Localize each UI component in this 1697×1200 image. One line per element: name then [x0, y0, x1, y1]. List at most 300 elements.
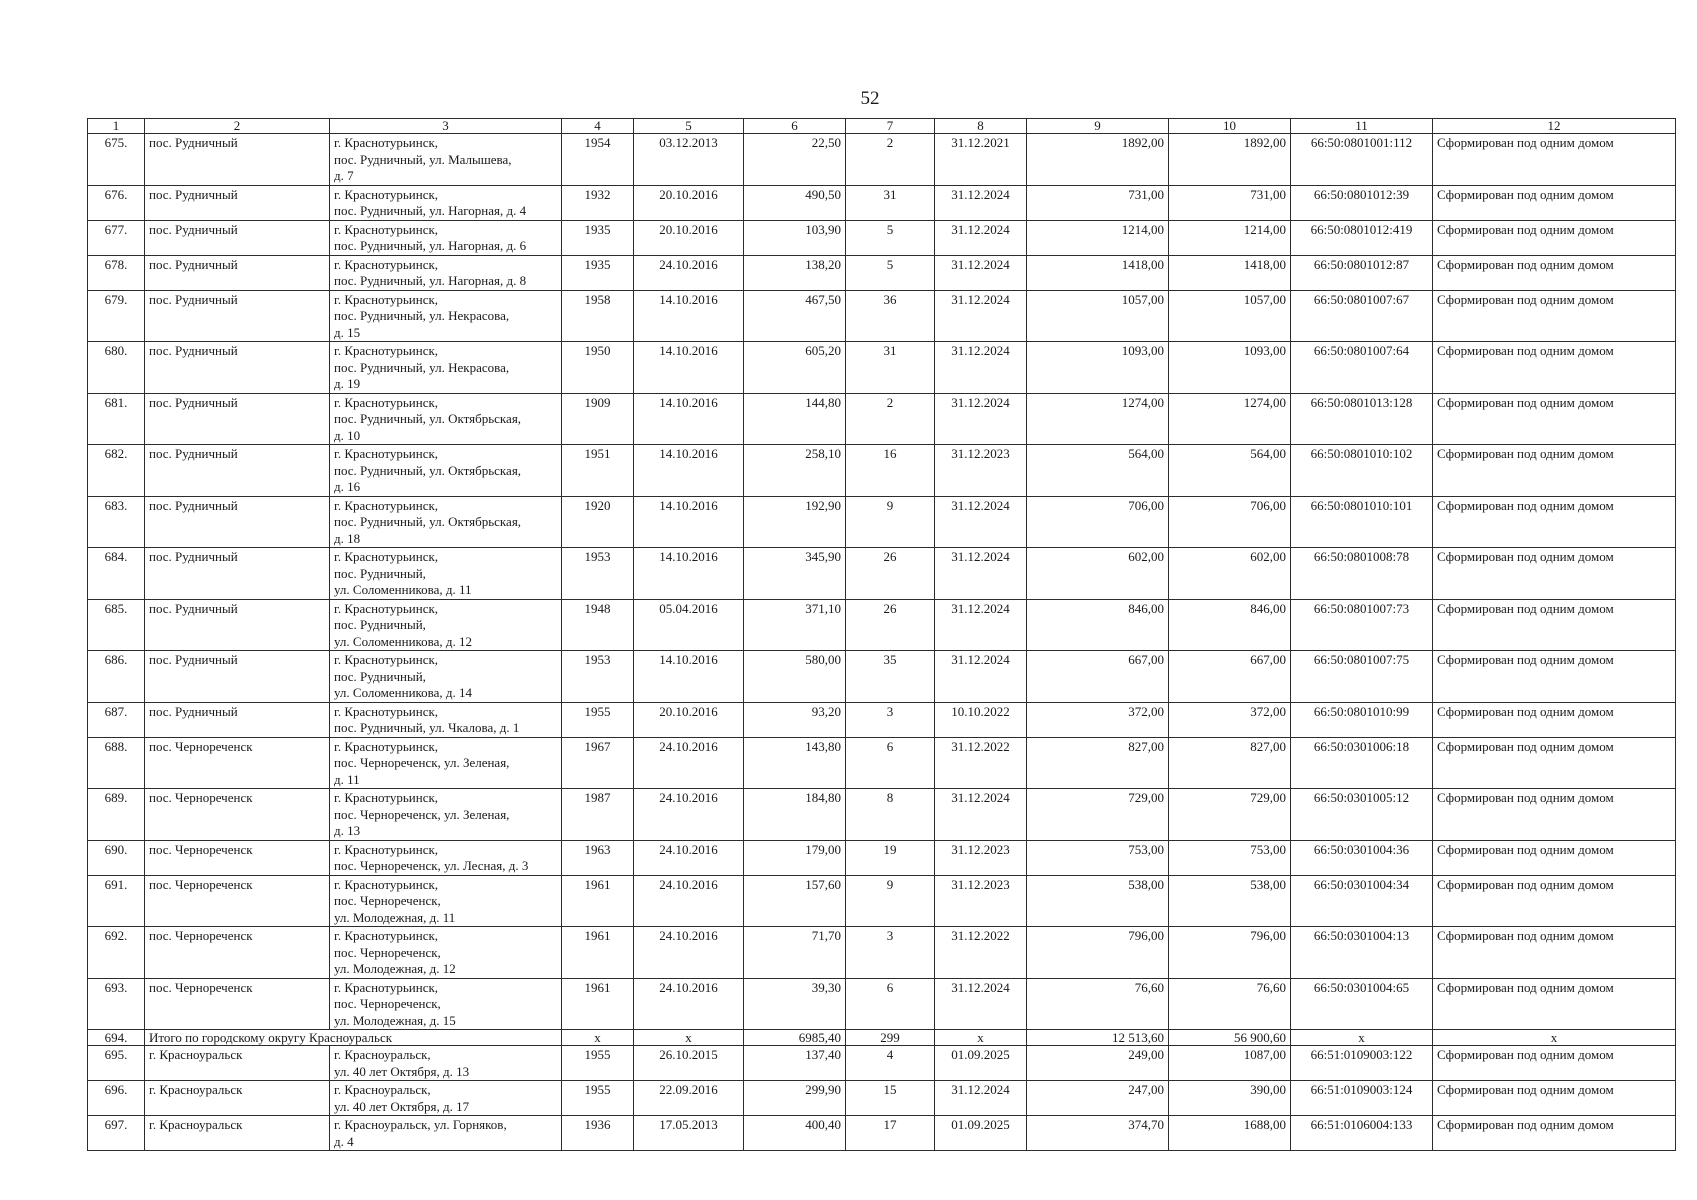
value9-cell: 753,00 — [1027, 840, 1169, 875]
table-row — [88, 840, 1676, 875]
year-cell: 1955 — [562, 702, 634, 737]
address-line: ул. 40 лет Октября, д. 17 — [334, 1098, 470, 1114]
value10-cell: 846,00 — [1169, 599, 1291, 651]
deadline-cell: 01.09.2025 — [935, 1116, 1027, 1151]
table-body — [88, 134, 1676, 1151]
row-number: 679. — [88, 290, 145, 342]
value9-cell: 564,00 — [1027, 445, 1169, 497]
deadline-cell: 31.12.2022 — [935, 737, 1027, 789]
table-row — [88, 445, 1676, 497]
count-cell: 5 — [846, 220, 935, 255]
area-cell: 580,00 — [744, 651, 846, 703]
year-cell: 1935 — [562, 220, 634, 255]
area-cell: 299,90 — [744, 1081, 846, 1116]
year-cell: 1909 — [562, 393, 634, 445]
address-cell — [330, 185, 562, 220]
address-cell — [330, 875, 562, 927]
locality-cell: пос. Рудничный — [145, 290, 330, 342]
address-line: пос. Рудничный, — [334, 668, 426, 684]
column-header: 10 — [1169, 119, 1291, 134]
note-cell: Сформирован под одним домом — [1433, 1081, 1676, 1116]
date-cell: 26.10.2015 — [634, 1046, 744, 1081]
value9-cell: 796,00 — [1027, 927, 1169, 979]
year-cell: x — [562, 1030, 634, 1046]
row-number: 687. — [88, 702, 145, 737]
address-line: ул. Молодежная, д. 12 — [334, 961, 456, 976]
address-line: д. 16 — [334, 479, 361, 494]
value10-cell: 731,00 — [1169, 185, 1291, 220]
date-cell: 14.10.2016 — [634, 342, 744, 394]
table-row — [88, 651, 1676, 703]
table-row — [88, 789, 1676, 841]
cadastral-number-cell: 66:50:0801010:99 — [1291, 702, 1433, 737]
area-cell: 345,90 — [744, 548, 846, 600]
cadastral-number-cell: 66:50:0301004:36 — [1291, 840, 1433, 875]
date-cell: 24.10.2016 — [634, 255, 744, 290]
locality-cell: г. Красноуральск — [145, 1081, 330, 1116]
row-number: 682. — [88, 445, 145, 497]
value9-cell: 667,00 — [1027, 651, 1169, 703]
date-cell: 14.10.2016 — [634, 548, 744, 600]
area-cell: 6985,40 — [744, 1030, 846, 1046]
address-cell — [330, 927, 562, 979]
count-cell: 16 — [846, 445, 935, 497]
row-number: 696. — [88, 1081, 145, 1116]
date-cell: 24.10.2016 — [634, 789, 744, 841]
address-line: г. Красноуральск, — [334, 1082, 431, 1097]
value10-cell: 796,00 — [1169, 927, 1291, 979]
year-cell: 1936 — [562, 1116, 634, 1151]
year-cell: 1963 — [562, 840, 634, 875]
address-cell — [330, 393, 562, 445]
note-cell: Сформирован под одним домом — [1433, 220, 1676, 255]
value10-cell: 56 900,60 — [1169, 1030, 1291, 1046]
address-line: пос. Рудничный, — [334, 565, 426, 581]
row-number: 685. — [88, 599, 145, 651]
row-number: 690. — [88, 840, 145, 875]
row-number: 678. — [88, 255, 145, 290]
locality-cell: пос. Рудничный — [145, 445, 330, 497]
column-header: 2 — [145, 119, 330, 134]
count-cell: 9 — [846, 496, 935, 548]
count-cell: 35 — [846, 651, 935, 703]
address-line: пос. Рудничный, ул. Нагорная, д. 6 — [334, 238, 527, 253]
table-row — [88, 255, 1676, 290]
date-cell: 14.10.2016 — [634, 445, 744, 497]
value10-cell: 390,00 — [1169, 1081, 1291, 1116]
count-cell: 2 — [846, 134, 935, 186]
column-header: 5 — [634, 119, 744, 134]
note-cell: Сформирован под одним домом — [1433, 393, 1676, 445]
row-number: 692. — [88, 927, 145, 979]
year-cell: 1950 — [562, 342, 634, 394]
note-cell: Сформирован под одним домом — [1433, 548, 1676, 600]
locality-cell: пос. Рудничный — [145, 185, 330, 220]
row-number: 694. — [88, 1030, 145, 1046]
table-row — [88, 737, 1676, 789]
column-header: 7 — [846, 119, 935, 134]
count-cell: 9 — [846, 875, 935, 927]
value10-cell: 706,00 — [1169, 496, 1291, 548]
cadastral-number-cell: 66:51:0109003:124 — [1291, 1081, 1433, 1116]
cadastral-number-cell: 66:50:0801007:67 — [1291, 290, 1433, 342]
value9-cell: 374,70 — [1027, 1116, 1169, 1151]
value9-cell: 729,00 — [1027, 789, 1169, 841]
address-line: д. 10 — [334, 427, 361, 443]
cadastral-number-cell: 66:50:0801007:64 — [1291, 342, 1433, 394]
table-row — [88, 927, 1676, 979]
value9-cell: 76,60 — [1027, 978, 1169, 1030]
address-line: г. Краснотурьинск, — [334, 291, 439, 307]
locality-cell: пос. Рудничный — [145, 220, 330, 255]
cadastral-number-cell: 66:50:0301006:18 — [1291, 737, 1433, 789]
deadline-cell: 31.12.2024 — [935, 342, 1027, 394]
address-line: г. Краснотурьинск, — [334, 446, 439, 461]
value10-cell: 1892,00 — [1169, 134, 1291, 186]
date-cell: 24.10.2016 — [634, 737, 744, 789]
date-cell: 24.10.2016 — [634, 875, 744, 927]
date-cell: 24.10.2016 — [634, 840, 744, 875]
date-cell: 20.10.2016 — [634, 185, 744, 220]
deadline-cell: 31.12.2024 — [935, 1081, 1027, 1116]
cadastral-number-cell: 66:50:0801010:102 — [1291, 445, 1433, 497]
address-cell — [330, 342, 562, 394]
locality-cell: пос. Рудничный — [145, 134, 330, 186]
cadastral-number-cell: x — [1291, 1030, 1433, 1046]
deadline-cell: 31.12.2022 — [935, 927, 1027, 979]
table-row — [88, 185, 1676, 220]
row-number: 693. — [88, 978, 145, 1030]
page-number: 52 — [860, 88, 880, 109]
row-number: 684. — [88, 548, 145, 600]
note-cell: Сформирован под одним домом — [1433, 840, 1676, 875]
count-cell: 26 — [846, 548, 935, 600]
value9-cell: 12 513,60 — [1027, 1030, 1169, 1046]
deadline-cell: 10.10.2022 — [935, 702, 1027, 737]
locality-cell: пос. Чернореченск — [145, 927, 330, 979]
row-number: 695. — [88, 1046, 145, 1081]
address-line: г. Краснотурьинск, — [334, 394, 439, 410]
address-cell — [330, 840, 562, 875]
note-cell: Сформирован под одним домом — [1433, 496, 1676, 548]
value9-cell: 827,00 — [1027, 737, 1169, 789]
count-cell: 31 — [846, 185, 935, 220]
table-row — [88, 134, 1676, 186]
date-cell: 24.10.2016 — [634, 927, 744, 979]
address-line: пос. Чернореченск, — [334, 944, 441, 960]
area-cell: 467,50 — [744, 290, 846, 342]
area-cell: 400,40 — [744, 1116, 846, 1151]
address-line: пос. Рудничный, ул. Октябрьская, — [334, 462, 522, 478]
year-cell: 1955 — [562, 1046, 634, 1081]
column-header: 6 — [744, 119, 846, 134]
address-cell — [330, 651, 562, 703]
locality-cell: пос. Чернореченск — [145, 875, 330, 927]
year-cell: 1961 — [562, 875, 634, 927]
count-cell: 5 — [846, 255, 935, 290]
count-cell: 15 — [846, 1081, 935, 1116]
address-line: г. Краснотурьинск, — [334, 600, 439, 616]
date-cell: 14.10.2016 — [634, 393, 744, 445]
date-cell: x — [634, 1030, 744, 1046]
table-row — [88, 220, 1676, 255]
deadline-cell: 31.12.2024 — [935, 220, 1027, 255]
value10-cell: 538,00 — [1169, 875, 1291, 927]
table-row — [88, 978, 1676, 1030]
date-cell: 20.10.2016 — [634, 702, 744, 737]
address-line: пос. Рудничный, ул. Нагорная, д. 8 — [334, 273, 527, 288]
area-cell: 137,40 — [744, 1046, 846, 1081]
note-cell: x — [1433, 1030, 1676, 1046]
area-cell: 179,00 — [744, 840, 846, 875]
cadastral-number-cell: 66:50:0801008:78 — [1291, 548, 1433, 600]
year-cell: 1961 — [562, 927, 634, 979]
address-cell — [330, 1046, 562, 1081]
value10-cell: 76,60 — [1169, 978, 1291, 1030]
date-cell: 14.10.2016 — [634, 290, 744, 342]
value9-cell: 846,00 — [1027, 599, 1169, 651]
count-cell: 4 — [846, 1046, 935, 1081]
count-cell: 299 — [846, 1030, 935, 1046]
column-header: 11 — [1291, 119, 1433, 134]
count-cell: 2 — [846, 393, 935, 445]
value9-cell: 1274,00 — [1027, 393, 1169, 445]
value10-cell: 827,00 — [1169, 737, 1291, 789]
address-line: г. Красноуральск, — [334, 1047, 431, 1062]
date-cell: 20.10.2016 — [634, 220, 744, 255]
address-cell — [330, 220, 562, 255]
count-cell: 6 — [846, 978, 935, 1030]
area-cell: 144,80 — [744, 393, 846, 445]
value9-cell: 1418,00 — [1027, 255, 1169, 290]
row-number: 681. — [88, 393, 145, 445]
locality-cell: пос. Рудничный — [145, 548, 330, 600]
address-line: пос. Рудничный, ул. Октябрьская, — [334, 514, 522, 529]
address-cell — [330, 134, 562, 186]
total-row — [88, 1030, 1676, 1046]
deadline-cell: 31.12.2024 — [935, 789, 1027, 841]
address-line: г. Красноуральск, ул. Горняков, — [334, 1117, 507, 1132]
area-cell: 39,30 — [744, 978, 846, 1030]
value9-cell: 249,00 — [1027, 1046, 1169, 1081]
deadline-cell: 31.12.2024 — [935, 255, 1027, 290]
note-cell: Сформирован под одним домом — [1433, 599, 1676, 651]
deadline-cell: 31.12.2024 — [935, 651, 1027, 703]
locality-cell: пос. Рудничный — [145, 393, 330, 445]
value10-cell: 1057,00 — [1169, 290, 1291, 342]
note-cell: Сформирован под одним домом — [1433, 134, 1676, 186]
count-cell: 26 — [846, 599, 935, 651]
deadline-cell: 31.12.2023 — [935, 875, 1027, 927]
deadline-cell: 31.12.2024 — [935, 290, 1027, 342]
column-header: 3 — [330, 119, 562, 134]
count-cell: 17 — [846, 1116, 935, 1151]
row-number: 676. — [88, 185, 145, 220]
deadline-cell: 31.12.2024 — [935, 185, 1027, 220]
cadastral-number-cell: 66:51:0106004:133 — [1291, 1116, 1433, 1151]
year-cell: 1935 — [562, 255, 634, 290]
note-cell: Сформирован под одним домом — [1433, 185, 1676, 220]
value9-cell: 1214,00 — [1027, 220, 1169, 255]
address-cell — [330, 1116, 562, 1151]
row-number: 689. — [88, 789, 145, 841]
table-row — [88, 1081, 1676, 1116]
value10-cell: 1093,00 — [1169, 342, 1291, 394]
table-row — [88, 548, 1676, 600]
cadastral-number-cell: 66:50:0801001:112 — [1291, 134, 1433, 186]
value9-cell: 1093,00 — [1027, 342, 1169, 394]
address-line: г. Краснотурьинск, — [334, 186, 439, 202]
address-line: пос. Чернореченск, ул. Лесная, д. 3 — [334, 858, 529, 873]
address-cell — [330, 445, 562, 497]
address-line: пос. Рудничный, ул. Октябрьская, — [334, 411, 522, 426]
address-line: г. Краснотурьинск, — [334, 549, 439, 564]
value9-cell: 538,00 — [1027, 875, 1169, 927]
address-line: пос. Рудничный, ул. Нагорная, д. 4 — [334, 203, 527, 218]
year-cell: 1961 — [562, 978, 634, 1030]
column-header: 9 — [1027, 119, 1169, 134]
row-number: 691. — [88, 875, 145, 927]
cadastral-number-cell: 66:50:0801007:73 — [1291, 599, 1433, 651]
deadline-cell: 31.12.2024 — [935, 496, 1027, 548]
register-table — [87, 118, 1676, 1151]
value10-cell: 564,00 — [1169, 445, 1291, 497]
address-cell — [330, 702, 562, 737]
year-cell: 1951 — [562, 445, 634, 497]
deadline-cell: 31.12.2024 — [935, 548, 1027, 600]
area-cell: 184,80 — [744, 789, 846, 841]
area-cell: 93,20 — [744, 702, 846, 737]
area-cell: 490,50 — [744, 185, 846, 220]
address-line: пос. Чернореченск, ул. Зеленая, — [334, 806, 510, 822]
locality-cell: пос. Чернореченск — [145, 789, 330, 841]
year-cell: 1955 — [562, 1081, 634, 1116]
area-cell: 138,20 — [744, 255, 846, 290]
table-row — [88, 1116, 1676, 1151]
address-line: г. Краснотурьинск, — [334, 790, 439, 805]
address-line: г. Краснотурьинск, — [334, 876, 439, 892]
date-cell: 05.04.2016 — [634, 599, 744, 651]
address-cell — [330, 496, 562, 548]
area-cell: 192,90 — [744, 496, 846, 548]
value10-cell: 753,00 — [1169, 840, 1291, 875]
area-cell: 143,80 — [744, 737, 846, 789]
address-line: г. Краснотурьинск, — [334, 841, 439, 857]
year-cell: 1948 — [562, 599, 634, 651]
area-cell: 103,90 — [744, 220, 846, 255]
address-line: пос. Рудничный, ул. Малышева, — [334, 151, 512, 167]
locality-cell: пос. Рудничный — [145, 651, 330, 703]
value9-cell: 247,00 — [1027, 1081, 1169, 1116]
date-cell: 22.09.2016 — [634, 1081, 744, 1116]
count-cell: 6 — [846, 737, 935, 789]
column-header: 12 — [1433, 119, 1676, 134]
cadastral-number-cell: 66:50:0301004:13 — [1291, 927, 1433, 979]
address-line: г. Краснотурьинск, — [334, 652, 439, 667]
address-line: пос. Чернореченск, ул. Зеленая, — [334, 755, 510, 770]
note-cell: Сформирован под одним домом — [1433, 1116, 1676, 1151]
area-cell: 258,10 — [744, 445, 846, 497]
year-cell: 1987 — [562, 789, 634, 841]
year-cell: 1954 — [562, 134, 634, 186]
address-line: г. Краснотурьинск, — [334, 343, 439, 358]
value10-cell: 1688,00 — [1169, 1116, 1291, 1151]
date-cell: 14.10.2016 — [634, 651, 744, 703]
address-line: пос. Рудничный, — [334, 617, 426, 632]
date-cell: 17.05.2013 — [634, 1116, 744, 1151]
locality-cell: пос. Чернореченск — [145, 978, 330, 1030]
note-cell: Сформирован под одним домом — [1433, 737, 1676, 789]
locality-cell: пос. Рудничный — [145, 255, 330, 290]
value9-cell: 1057,00 — [1027, 290, 1169, 342]
address-line: г. Краснотурьинск, — [334, 738, 439, 754]
address-line: г. Краснотурьинск, — [334, 979, 439, 995]
table-row — [88, 290, 1676, 342]
year-cell: 1967 — [562, 737, 634, 789]
count-cell: 3 — [846, 702, 935, 737]
year-cell: 1953 — [562, 548, 634, 600]
address-line: д. 4 — [334, 1133, 354, 1149]
table-row — [88, 702, 1676, 737]
address-line: г. Краснотурьинск, — [334, 135, 439, 150]
year-cell: 1920 — [562, 496, 634, 548]
address-line: г. Краснотурьинск, — [334, 703, 439, 719]
area-cell: 371,10 — [744, 599, 846, 651]
table-row — [88, 599, 1676, 651]
count-cell: 8 — [846, 789, 935, 841]
total-label: Итого по городскому округу Красноуральск — [145, 1030, 562, 1046]
address-line: г. Краснотурьинск, — [334, 497, 439, 513]
value10-cell: 729,00 — [1169, 789, 1291, 841]
cadastral-number-cell: 66:50:0301004:65 — [1291, 978, 1433, 1030]
value10-cell: 1418,00 — [1169, 255, 1291, 290]
deadline-cell: 31.12.2024 — [935, 599, 1027, 651]
address-line: д. 13 — [334, 823, 361, 838]
note-cell: Сформирован под одним домом — [1433, 651, 1676, 703]
value9-cell: 372,00 — [1027, 702, 1169, 737]
deadline-cell: 31.12.2021 — [935, 134, 1027, 186]
deadline-cell: 01.09.2025 — [935, 1046, 1027, 1081]
address-line: ул. Соломенникова, д. 11 — [334, 582, 472, 597]
cadastral-number-cell: 66:51:0109003:122 — [1291, 1046, 1433, 1081]
note-cell: Сформирован под одним домом — [1433, 702, 1676, 737]
cadastral-number-cell: 66:50:0801013:128 — [1291, 393, 1433, 445]
address-line: пос. Рудничный, ул. Некрасова, — [334, 359, 510, 375]
cadastral-number-cell: 66:50:0301005:12 — [1291, 789, 1433, 841]
address-line: д. 19 — [334, 376, 361, 391]
table-header — [88, 119, 1676, 134]
column-header: 1 — [88, 119, 145, 134]
address-cell — [330, 737, 562, 789]
count-cell: 19 — [846, 840, 935, 875]
row-number: 675. — [88, 134, 145, 186]
deadline-cell: 31.12.2023 — [935, 445, 1027, 497]
address-line: ул. 40 лет Октября, д. 13 — [334, 1063, 470, 1079]
note-cell: Сформирован под одним домом — [1433, 445, 1676, 497]
column-header: 8 — [935, 119, 1027, 134]
address-line: г. Краснотурьинск, — [334, 928, 439, 943]
address-line: д. 15 — [334, 324, 361, 340]
area-cell: 71,70 — [744, 927, 846, 979]
note-cell: Сформирован под одним домом — [1433, 789, 1676, 841]
value10-cell: 1274,00 — [1169, 393, 1291, 445]
note-cell: Сформирован под одним домом — [1433, 290, 1676, 342]
note-cell: Сформирован под одним домом — [1433, 342, 1676, 394]
address-line: ул. Соломенникова, д. 14 — [334, 685, 473, 700]
note-cell: Сформирован под одним домом — [1433, 1046, 1676, 1081]
address-line: ул. Молодежная, д. 11 — [334, 909, 456, 925]
note-cell: Сформирован под одним домом — [1433, 978, 1676, 1030]
